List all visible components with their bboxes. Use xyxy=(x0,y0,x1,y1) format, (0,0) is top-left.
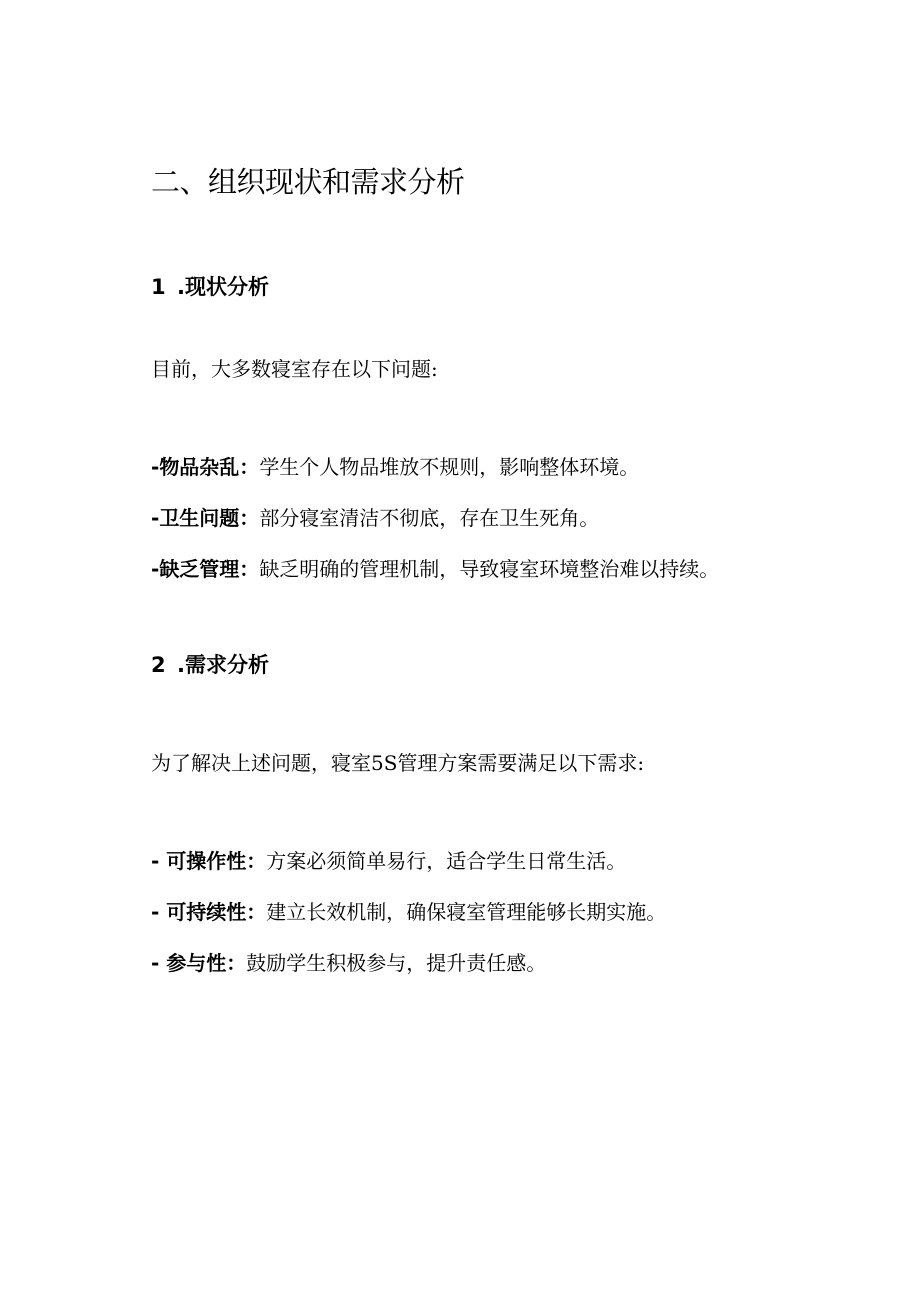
item-prefix: - xyxy=(151,849,167,873)
status-item xyxy=(151,457,639,477)
item-text: 学生个人物品堆放不规则，影响整体环境。 xyxy=(259,455,640,479)
item-term: 可持续性： xyxy=(166,900,267,924)
subsection-number: 2 xyxy=(151,653,166,677)
item-text: 方案必须简单易行，适合学生日常生活。 xyxy=(266,849,627,873)
item-text: 建立长效机制，确保寝室管理能够长期实施。 xyxy=(266,900,667,924)
needs-item xyxy=(151,953,546,973)
item-term: 可操作性： xyxy=(166,849,267,873)
needs-item xyxy=(151,902,666,922)
item-prefix: - xyxy=(151,951,167,975)
item-text: 部分寝室清洁不彻底，存在卫生死角。 xyxy=(259,506,600,530)
item-prefix: - xyxy=(151,557,160,581)
subsection-number: 1 xyxy=(151,275,166,299)
section-title: 二、组织现状和需求分析 xyxy=(151,165,465,199)
item-text: 鼓励学生积极参与，提升责任感。 xyxy=(246,951,547,975)
subsection-heading-needs xyxy=(151,655,269,676)
item-term: 物品杂乱： xyxy=(159,455,260,479)
item-prefix: - xyxy=(151,455,160,479)
status-item xyxy=(151,508,599,528)
status-item xyxy=(151,559,719,579)
item-prefix: - xyxy=(151,900,167,924)
subsection-title: .现状分析 xyxy=(177,275,269,299)
status-intro: 目前，大多数寝室存在以下问题: xyxy=(151,357,438,381)
item-prefix: - xyxy=(151,506,160,530)
needs-item xyxy=(151,851,626,871)
item-text: 缺乏明确的管理机制，导致寝室环境整治难以持续。 xyxy=(259,557,720,581)
subsection-title: .需求分析 xyxy=(177,653,269,677)
item-term: 参与性： xyxy=(166,951,247,975)
subsection-heading-status xyxy=(151,277,269,298)
item-term: 缺乏管理： xyxy=(159,557,260,581)
needs-intro: 为了解决上述问题，寝室5S管理方案需要满足以下需求: xyxy=(151,751,645,775)
item-term: 卫生问题： xyxy=(159,506,260,530)
